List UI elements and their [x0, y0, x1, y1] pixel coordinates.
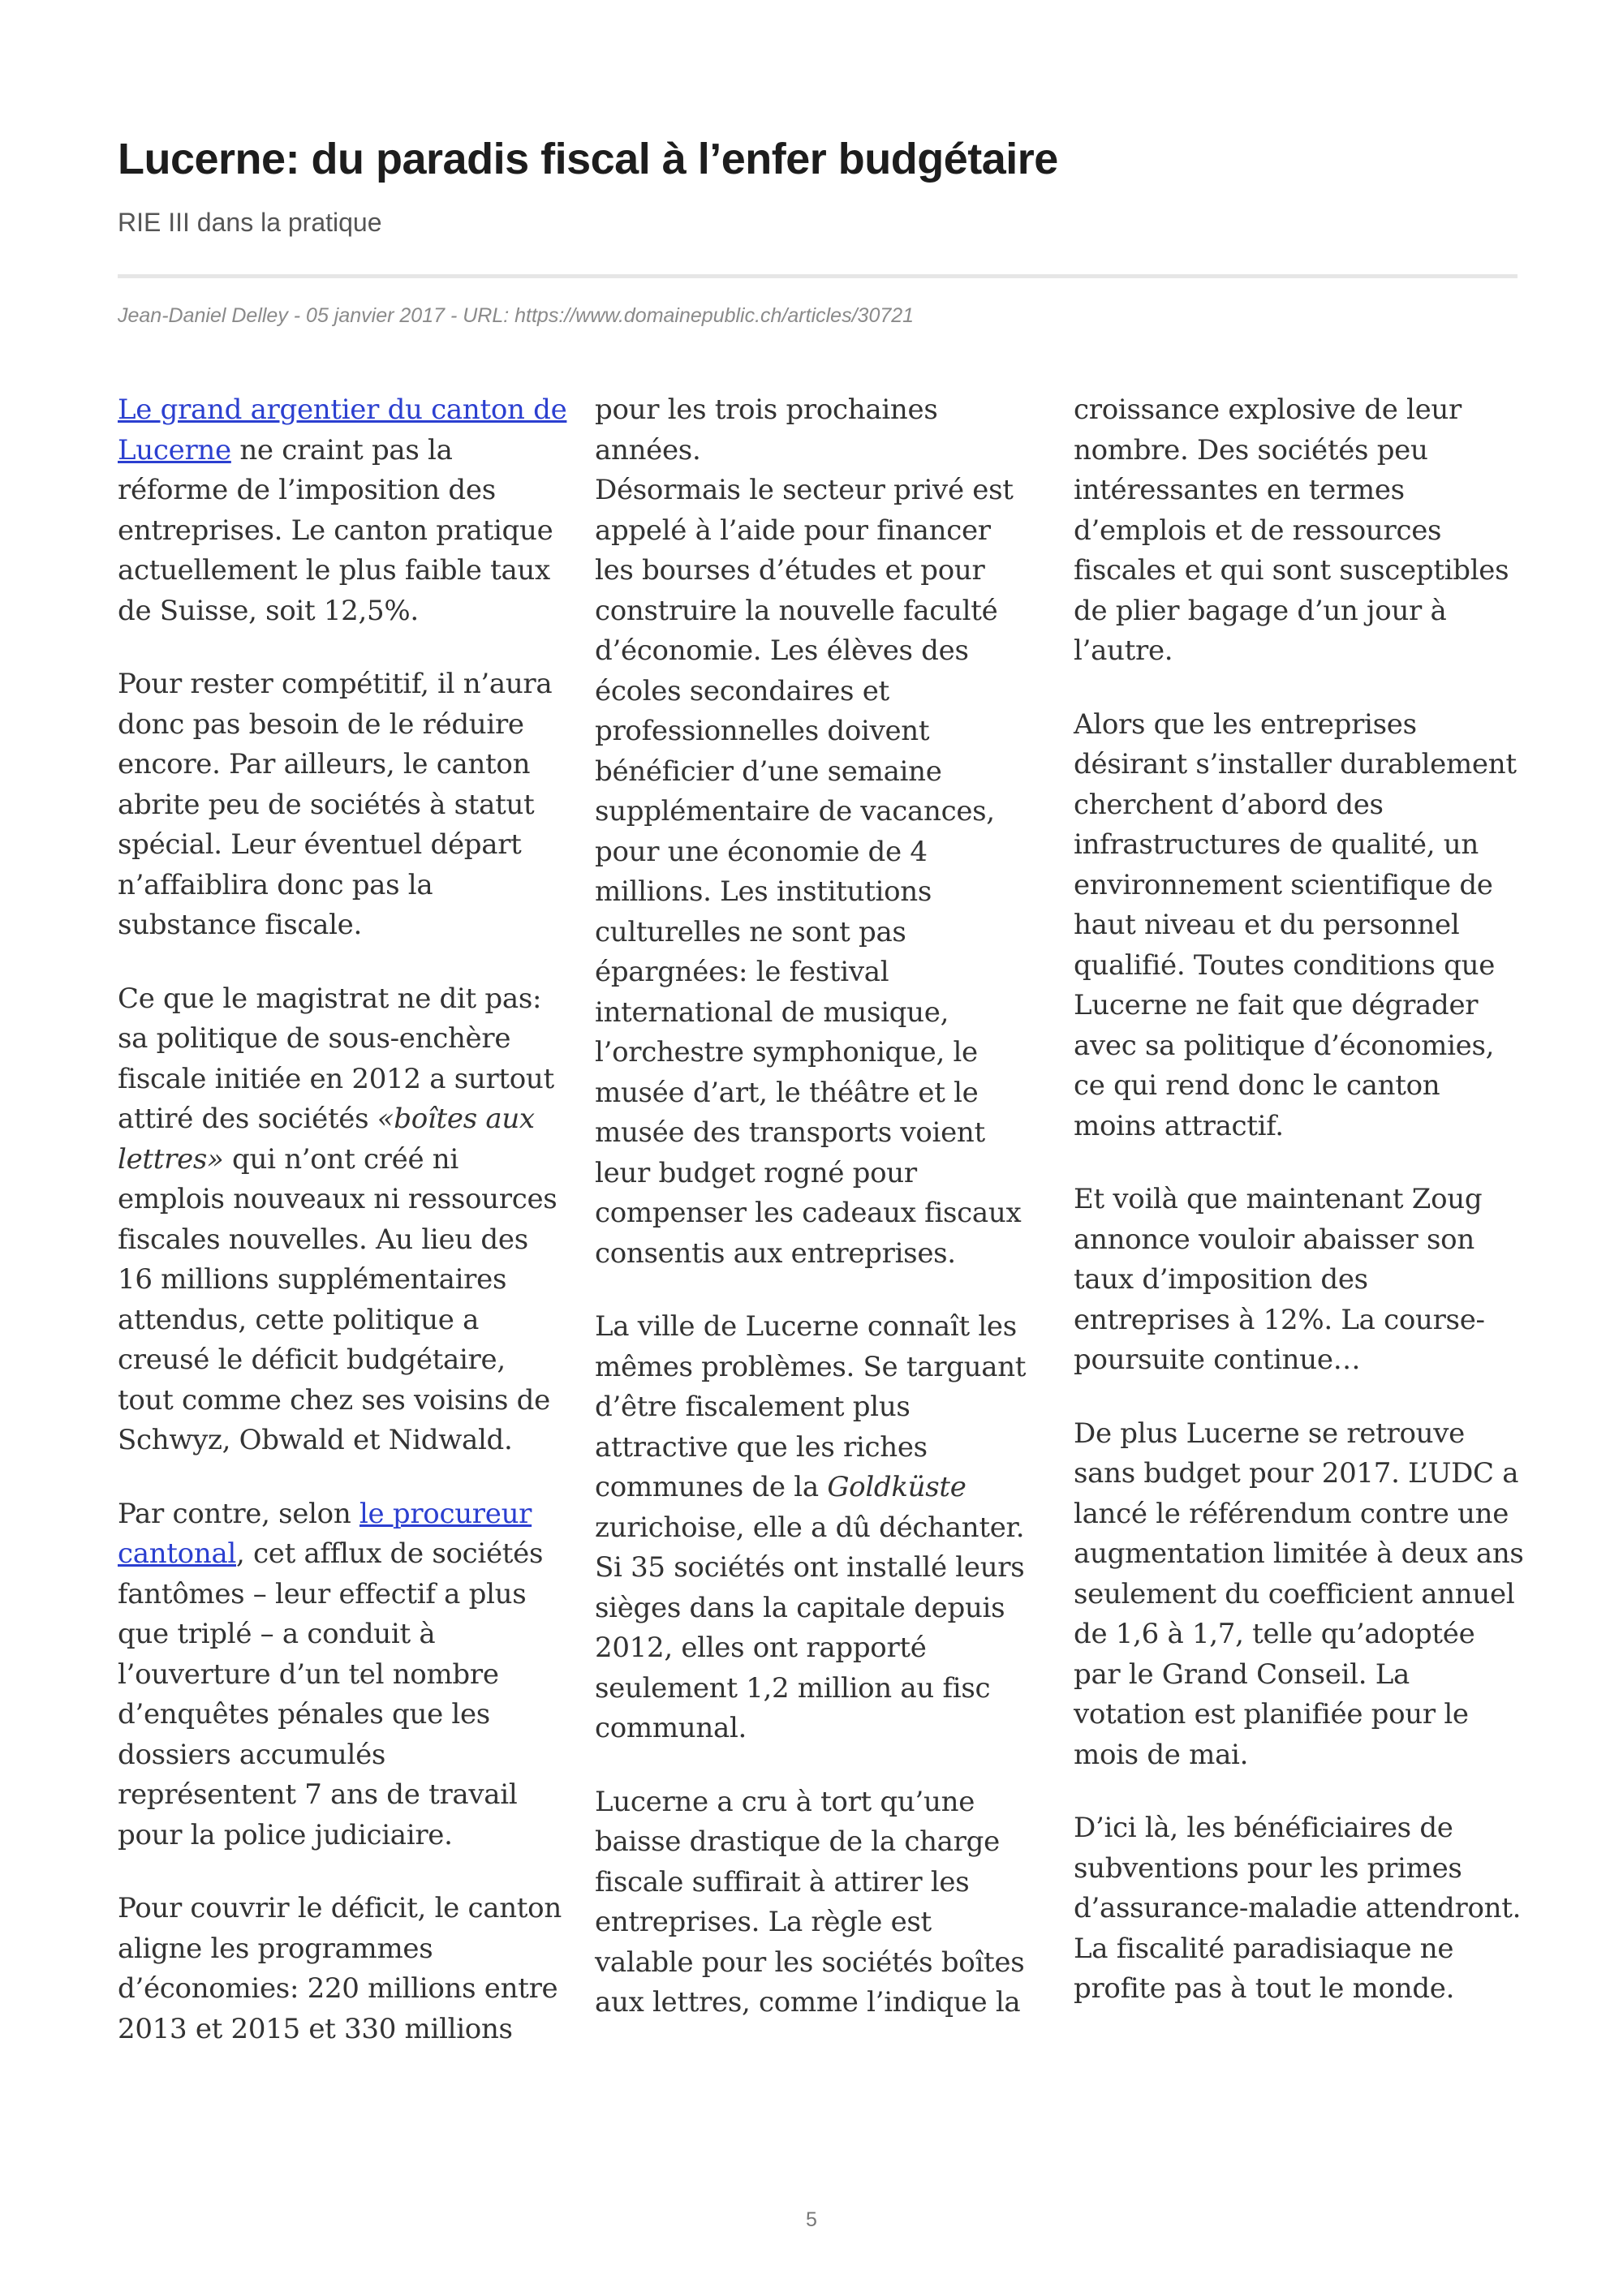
procureur-link[interactable]: le procureur cantonal — [118, 1497, 532, 1570]
paragraph-9: Alors que les entreprises désirant s’installer durablement cherchent d’abord des infrastructures de qualité, un environnement scientifique de haut niveau et du personnel qualifié. Toutes conditions que Lucerne ne fait que dégrader avec sa politique d’économies, ce qui rend donc le canton moins attractif. — [1074, 707, 1517, 1142]
paragraph-12: D’ici là, les bénéficiaires de subventions pour les primes d’assurance-maladie attendront. La fiscalité paradisiaque ne profite pas à tout le monde. — [1074, 1812, 1522, 2005]
page-number: 5 — [806, 2208, 817, 2231]
paragraph-10: Et voilà que maintenant Zoug annonce vouloir abaisser son taux d’imposition des entreprises à 12%. La course-poursuite continue… — [1074, 1183, 1485, 1376]
article-meta: Jean-Daniel Delley - 05 janvier 2017 - URL: https://www.domainepublic.ch/articles/30721 — [118, 304, 915, 327]
text-column-1 — [118, 390, 568, 2049]
paragraph-6: Désormais le secteur privé est appelé à l’aide pour financer les bourses d’études et pour construire la nouvelle faculté d’économie. Les élèves des écoles secondaires et professionnelles doivent bénéficier d’une semaine supplémentaire de vacances, pour une économie de 4 millions. Les institutions culturelles ne sont pas épargnées: le festival international de musique, l’orchestre symphonique, le musée d’art, le théâtre et le musée des transports voient leur budget rogné pour compenser les cadeaux fiscaux consentis aux entreprises. — [595, 474, 1022, 1270]
paragraph-8-part-1: Lucerne a cru à tort qu’une baisse drastique de la charge fiscale suffirait à attirer les entreprises. La règle est valable pour les sociétés boîtes aux lettres, comme l’indique la — [595, 1785, 1025, 2019]
paragraph-5-part-2: pour les trois prochaines années. — [595, 393, 938, 467]
article-subtitle: RIE III dans la pratique — [118, 208, 382, 237]
argentier-link[interactable]: Le grand argentier du canton de Lucerne — [118, 393, 567, 467]
paragraph-2: Pour rester compétitif, il n’aura donc pas besoin de le réduire encore. Par ailleurs, le canton abrite peu de sociétés à statut spécial. Leur éventuel départ n’affaiblira donc pas la substance fiscale. — [118, 668, 553, 941]
paragraph-7-text-b: zurichoise, elle a dû déchanter. Si 35 sociétés ont installé leurs sièges dans la capitale depuis 2012, elles ont rapporté seulement 1,2 million au fisc communal. — [595, 1511, 1025, 1744]
paragraph-1 — [118, 390, 568, 631]
paragraph-4 — [118, 1494, 568, 1856]
boites-aux-lettres-emphasis: «boîtes aux lettres» — [118, 1103, 535, 1176]
paragraph-3 — [118, 979, 568, 1461]
paragraph-1-text: ne craint pas la réforme de l’imposition des entreprises. Le canton pratique actuellement le plus faible taux de Suisse, soit 12,5%. — [118, 433, 553, 627]
paragraph-7-text-a: La ville de Lucerne connaît les mêmes problèmes. Se targuant d’être fiscalement plus attractive que les riches communes de la — [595, 1310, 1027, 1503]
paragraph-11: De plus Lucerne se retrouve sans budget pour 2017. L’UDC a lancé le référendum contre une augmentation limitée à deux ans seulement du coefficient annuel de 1,6 à 1,7, telle qu’adoptée par le Grand Conseil. La votation est planifiée pour le mois de mai. — [1074, 1417, 1524, 1771]
paragraph-5-part-1: Pour couvrir le déficit, le canton aligne les programmes d’économies: 220 millions entre 2013 et 2015 et 330 millions — [118, 1892, 562, 2045]
header-divider — [118, 274, 1518, 278]
paragraph-8-part-2: croissance explosive de leur nombre. Des sociétés peu intéressantes en termes d’emplois et de ressources fiscales et qui sont susceptibles de plier bagage d’un jour à l’autre. — [1074, 393, 1509, 667]
article-title: Lucerne: du paradis fiscal à l’enfer budgétaire — [118, 135, 1058, 183]
paragraph-4-text-b: , cet afflux de sociétés fantômes – leur effectif a plus que triplé – a conduit à l’ouverture d’un tel nombre d’enquêtes pénales que les dossiers accumulés représentent 7 ans de travail pour la police judiciaire. — [118, 1537, 544, 1851]
text-column-3 — [1074, 390, 1524, 2010]
paragraph-4-text-a: Par contre, selon — [118, 1497, 359, 1530]
paragraph-7 — [595, 1307, 1037, 1749]
goldkuste-emphasis: Goldküste — [827, 1471, 966, 1503]
text-column-2 — [595, 390, 1037, 2023]
paragraph-3-text-a: Ce que le magistrat ne dit pas: sa politique de sous-enchère fiscale initiée en 2012 a surtout attiré des sociétés — [118, 982, 554, 1135]
paragraph-3-text-b: qui n’ont créé ni emplois nouveaux ni ressources fiscales nouvelles. Au lieu des 16 millions supplémentaires attendus, cette politique a creusé le déficit budgétaire, tout comme chez ses voisins de Schwyz, Obwald et Nidwald. — [118, 1142, 558, 1456]
